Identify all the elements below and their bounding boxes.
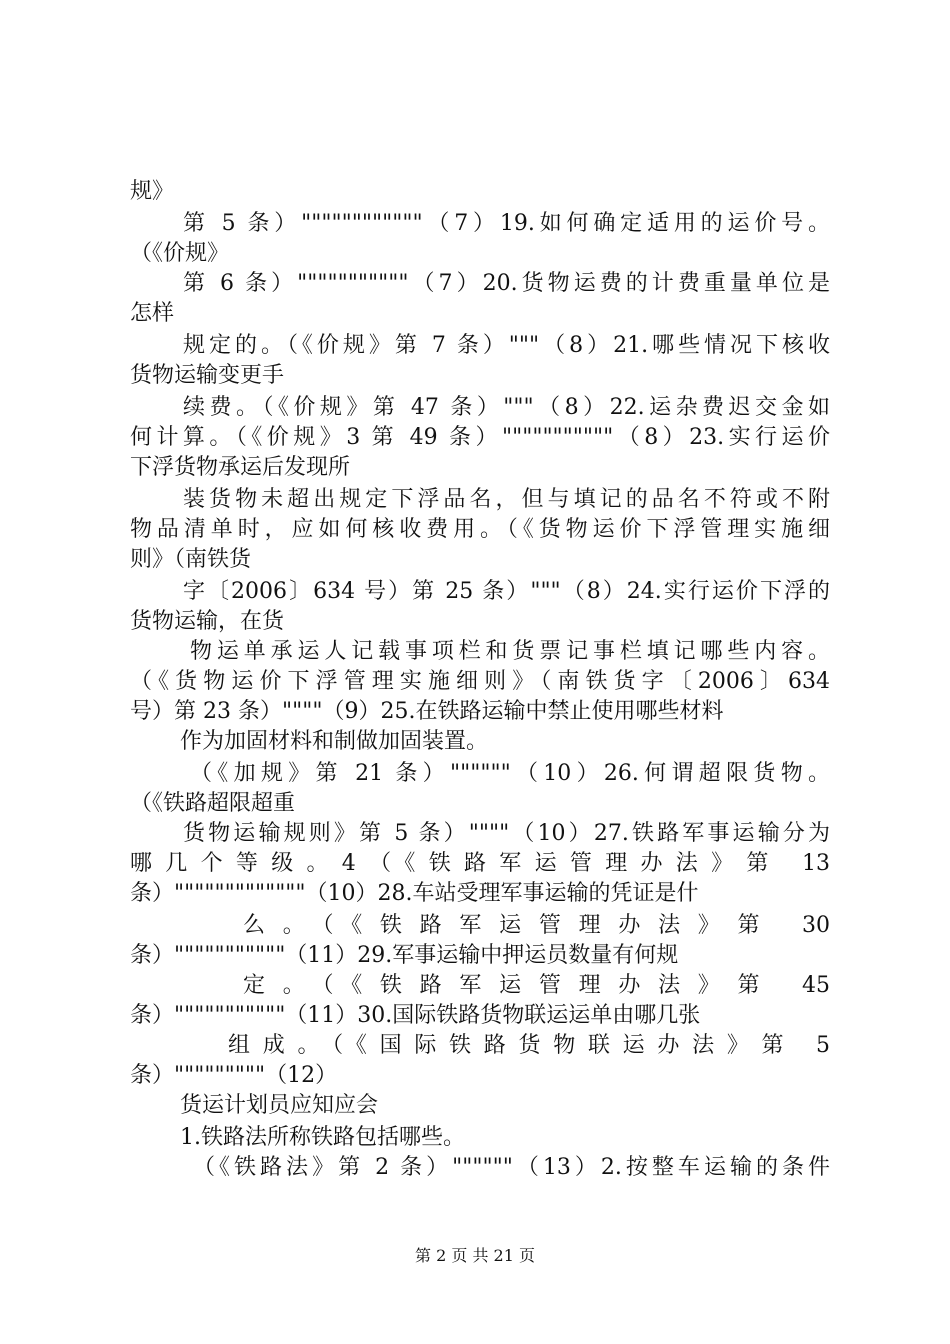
text-line: 字〔2006〕634 号）第 25 条）"""（8）24.实行运价下浮的 [183, 579, 830, 604]
section-heading: 货运计划员应知应会 [180, 1093, 379, 1118]
text-line: 物运单承运人记载事项栏和货票记事栏填记哪些内容。 [190, 639, 830, 664]
text-line: 装货物未超出规定下浮品名，但与填记的品名不符或不附 [183, 487, 830, 512]
text-line: 号）第 23 条）""""（9）25.在铁路运输中禁止使用哪些材料 [130, 699, 724, 724]
text-line: 第 5 条）""""""""""""（7）19.如何确定适用的运价号。 [183, 211, 830, 236]
text-line: 货物运输规则》第 5 条）""""（10）27.铁路军事运输分为 [183, 821, 830, 846]
text-line: 则》（南铁货 [130, 547, 252, 572]
text-line: 第 6 条）"""""""""""（7）20.货物运费的计费重量单位是 [183, 271, 830, 296]
text-line: 下浮货物承运后发现所 [130, 455, 351, 480]
text-line: 怎样 [130, 301, 175, 326]
text-line: （《铁路超限超重 [130, 791, 296, 816]
page-number-footer: 第 2 页 共 21 页 [415, 1246, 535, 1265]
text-line: （《价规》 [130, 241, 230, 266]
text-line: （《铁路法》第 2 条）""""""（13）2.按整车运输的条件 [193, 1155, 830, 1180]
text-line: 物品清单时，应如何核收费用。（《货物运价下浮管理实施细 [130, 517, 830, 542]
text-line: 定。（《铁路军运管理办法》第 45 [243, 973, 830, 998]
text-line: 货物运输，在货 [130, 609, 285, 634]
text-line: 货物运输变更手 [130, 363, 285, 388]
text-line: 条）"""""""""""""（10）28.车站受理军事运输的凭证是什 [130, 881, 699, 906]
text-line: 1.铁路法所称铁路包括哪些。 [180, 1125, 465, 1150]
text-line: （《货物运价下浮管理实施细则》（南铁货字〔2006〕634 [130, 669, 830, 694]
text-line: 何计算。（《价规》3 第 49 条）"""""""""""（8）23.实行运价 [130, 425, 830, 450]
text-line: 作为加固材料和制做加固装置。 [180, 729, 489, 754]
text-line: 条）"""""""""""（11）30.国际铁路货物联运运单由哪几张 [130, 1003, 701, 1028]
text-line: 规》 [130, 179, 175, 204]
text-line: 哪几个等级。4（《铁路军运管理办法》第 13 [130, 851, 830, 876]
text-line: 续费。（《价规》第 47 条）"""（8）22.运杂费迟交金如 [183, 395, 830, 420]
text-line: （《加规》第 21 条）""""""（10）26.何谓超限货物。 [190, 761, 830, 786]
text-line: 组成。（《国际铁路货物联运办法》第 5 [228, 1033, 830, 1058]
text-line: 条）"""""""""""（11）29.军事运输中押运员数量有何规 [130, 943, 679, 968]
text-line: 么。（《铁路军运管理办法》第 30 [243, 913, 830, 938]
text-line: 条）"""""""""（12） [130, 1063, 338, 1088]
text-line: 规定的。（《价规》第 7 条）"""（8）21.哪些情况下核收 [183, 333, 830, 358]
